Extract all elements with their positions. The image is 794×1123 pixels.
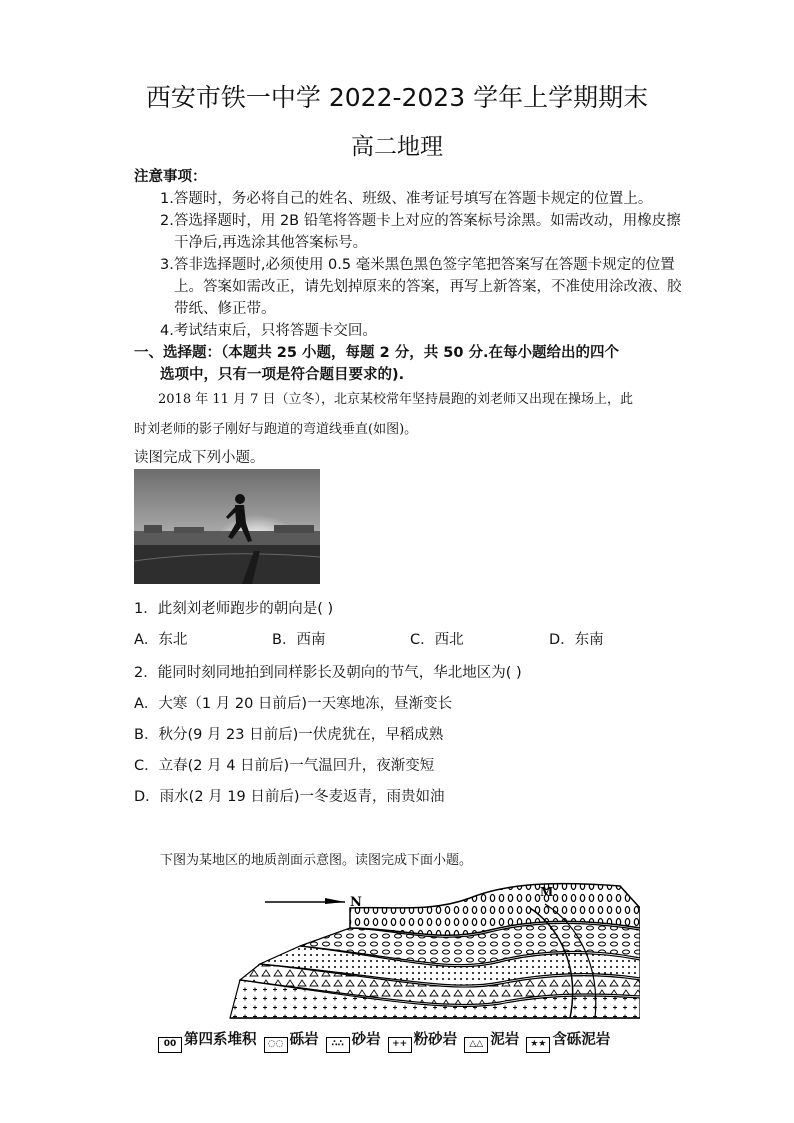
gravelly-mudstone-legend-icon: ★★ <box>526 1037 550 1053</box>
notice-heading: 注意事项： <box>134 169 207 185</box>
notice-item: 1.答题时，务必将自己的姓名、班级、准考证号填写在答题卡规定的位置上。 <box>160 191 653 207</box>
question-2-option-c: C．立春(2 月 4 日前后)一气温回升，夜渐变短 <box>134 758 435 774</box>
mudstone-legend-icon: △△ <box>464 1037 488 1053</box>
question-2-stem: 2．能同时刻同地拍到同样影长及朝向的节气，华北地区为( ) <box>134 665 522 681</box>
exam-title: 西安市铁一中学 2022-2023 学年上学期期末 <box>145 83 649 112</box>
conglomerate-legend-icon: ◌◌ <box>264 1037 288 1053</box>
intro-line: 时刘老师的影子刚好与跑道的弯道线垂直(如图)。 <box>134 422 418 437</box>
legend-label: 第四系堆积 <box>184 1032 257 1048</box>
exam-subtitle: 高二地理 <box>351 134 443 160</box>
north-label: N <box>350 895 362 910</box>
geo-legend <box>156 1028 610 1053</box>
section-heading-cont: 选项中，只有一项是符合题目要求的). <box>160 367 405 383</box>
question-1-option-c: C．西北 <box>410 632 464 648</box>
notice-item: 干净后,再选涂其他答案标号。 <box>174 235 368 251</box>
notice-item: 上。答案如需改正，请先划掉原来的答案，再写上新答案，不准使用涂改液、胶 <box>174 279 682 295</box>
sandstone-legend-icon: ∴∴ <box>326 1037 350 1053</box>
legend-label: 粉砂岩 <box>413 1032 458 1048</box>
question-1-stem: 1．此刻刘老师跑步的朝向是( ) <box>134 601 334 617</box>
question-1-option-a: A．东北 <box>134 632 188 648</box>
notice-item: 4.考试结束后，只将答题卡交回。 <box>160 323 377 339</box>
legend-label: 泥岩 <box>490 1032 520 1048</box>
question-1-option-d: D．东南 <box>549 632 604 648</box>
question-2-option-a: A．大寒（1 月 20 日前后)一天寒地冻，昼渐变长 <box>134 696 453 712</box>
intro-line: 2018 年 11 月 7 日（立冬），北京某校常年坚持晨跑的刘老师又出现在操场上，此 <box>158 392 634 407</box>
section-heading: 一、选择题：（本题共 25 小题，每题 2 分，共 50 分.在每小题给出的四个 <box>134 345 619 361</box>
geo-caption: 下图为某地区的地质剖面示意图。读图完成下面小题。 <box>160 853 473 868</box>
notice-item: 带纸、修正带。 <box>174 301 276 317</box>
runner-photo <box>134 469 320 584</box>
quaternary-legend-icon: 00 <box>158 1037 182 1053</box>
question-1-option-b: B．西南 <box>272 632 326 648</box>
siltstone-legend-icon: ++ <box>388 1037 412 1053</box>
question-2-option-b: B．秋分(9 月 23 日前后)一伏虎犹在，早稻成熟 <box>134 727 444 743</box>
legend-label: 含砾泥岩 <box>552 1032 611 1048</box>
question-2-option-d: D．雨水(2 月 19 日前后)一冬麦返青，雨贵如油 <box>134 789 445 805</box>
geologic-cross-section <box>200 868 640 1028</box>
read-instruction: 读图完成下列小题。 <box>134 450 265 466</box>
notice-item: 2.答选择题时，用 2B 铅笔将答题卡上对应的答案标号涂黑。如需改动，用橡皮擦 <box>160 213 681 229</box>
legend-label: 砾岩 <box>289 1032 319 1048</box>
legend-label: 砂岩 <box>351 1032 381 1048</box>
notice-item: 3.答非选择题时,必须使用 0.5 毫米黑色黑色签字笔把答案写在答题卡规定的位置 <box>160 257 675 273</box>
